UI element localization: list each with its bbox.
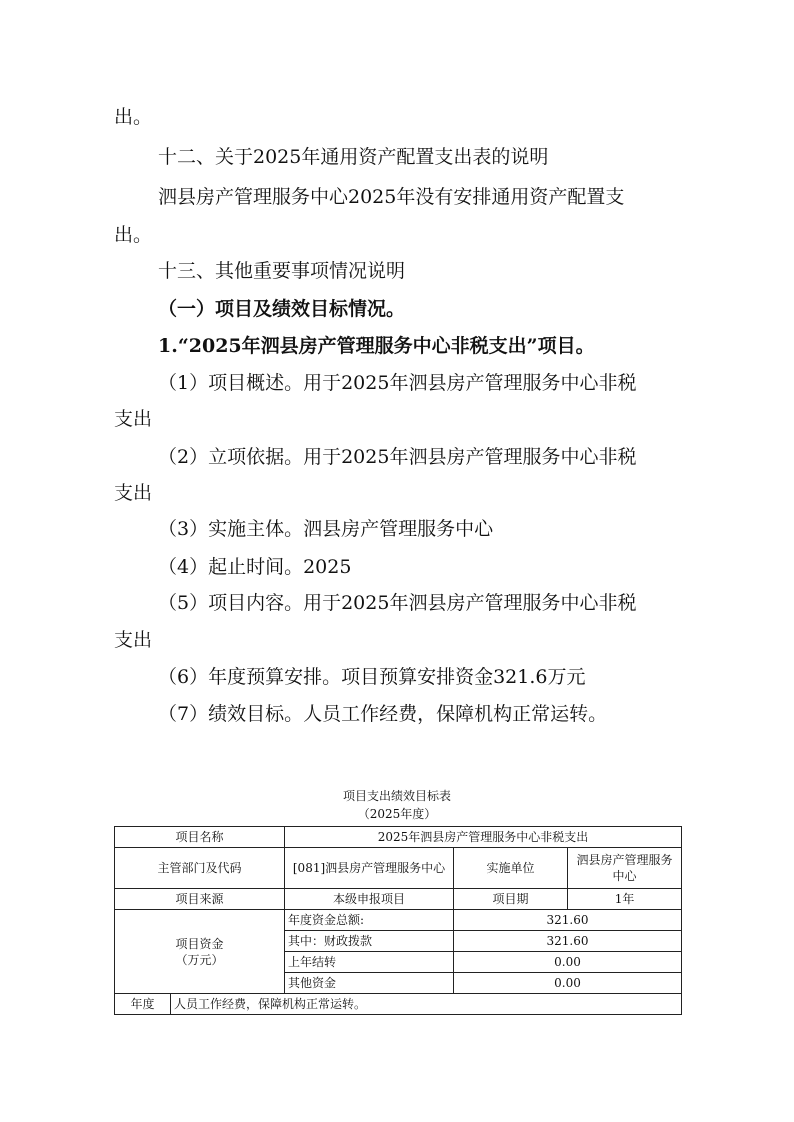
period-label: 项目期 <box>454 889 568 910</box>
table-row <box>115 889 682 910</box>
text-line: 出。 <box>114 106 153 128</box>
text-line: 支出 <box>114 482 153 504</box>
annual-label: 年度 <box>115 994 171 1015</box>
impl-label: 实施单位 <box>454 848 568 889</box>
table-title: 项目支出绩效目标表 <box>342 789 451 803</box>
table-row <box>115 994 682 1015</box>
table-subtitle: （2025年度） <box>357 807 437 821</box>
text-line: （6）年度预算安排。项目预算安排资金321.6万元 <box>158 666 586 688</box>
text-line: 支出 <box>114 408 153 430</box>
funds-row-value: 0.00 <box>454 973 682 994</box>
funds-row-label: 上年结转 <box>285 952 454 973</box>
funds-row-value: 0.00 <box>454 952 682 973</box>
dept-label: 主管部门及代码 <box>115 848 285 889</box>
period-value: 1年 <box>568 889 682 910</box>
funds-row-value: 321.60 <box>454 910 682 931</box>
annual-value: 人员工作经费，保障机构正常运转。 <box>171 994 682 1015</box>
text-line: （7）绩效目标。人员工作经费，保障机构正常运转。 <box>158 703 608 725</box>
text-line: （3）实施主体。泗县房产管理服务中心 <box>158 518 494 540</box>
funds-unit: （万元） <box>175 952 224 967</box>
table-row <box>115 910 682 931</box>
section-heading: 十二、关于2025年通用资产配置支出表的说明 <box>158 146 549 168</box>
text-line: 支出 <box>114 629 153 651</box>
table-row <box>115 827 682 848</box>
text-line: （4）起止时间。2025 <box>158 556 352 578</box>
source-label: 项目来源 <box>115 889 285 910</box>
source-value: 本级申报项目 <box>285 889 454 910</box>
text-line: 泗县房产管理服务中心2025年没有安排通用资产配置支 <box>158 186 625 208</box>
section-heading: 十三、其他重要事项情况说明 <box>158 260 406 282</box>
funds-row-value: 321.60 <box>454 931 682 952</box>
text-line: （5）项目内容。用于2025年泗县房产管理服务中心非税 <box>158 592 637 614</box>
impl-value: 泗县房产管理服务中心 <box>568 848 682 889</box>
performance-target-table <box>114 826 682 1015</box>
text-line: （1）项目概述。用于2025年泗县房产管理服务中心非税 <box>158 372 637 394</box>
project-name-label: 项目名称 <box>115 827 285 848</box>
funds-label: 项目资金 <box>175 936 224 951</box>
funds-row-label: 年度资金总额: <box>285 910 454 931</box>
funds-row-label: 其他资金 <box>285 973 454 994</box>
project-heading: 1.“2025年泗县房产管理服务中心非税支出”项目。 <box>158 335 595 357</box>
dept-value: [081]泗县房产管理服务中心 <box>285 848 454 889</box>
funds-row-label: 其中：财政拨款 <box>285 931 454 952</box>
subsection-heading: （一）项目及绩效目标情况。 <box>158 298 406 320</box>
text-line: 出。 <box>114 224 153 246</box>
text-line: （2）立项依据。用于2025年泗县房产管理服务中心非税 <box>158 446 637 468</box>
funds-label-cell <box>115 910 285 994</box>
project-name-value: 2025年泗县房产管理服务中心非税支出 <box>285 827 682 848</box>
table-row <box>115 848 682 889</box>
